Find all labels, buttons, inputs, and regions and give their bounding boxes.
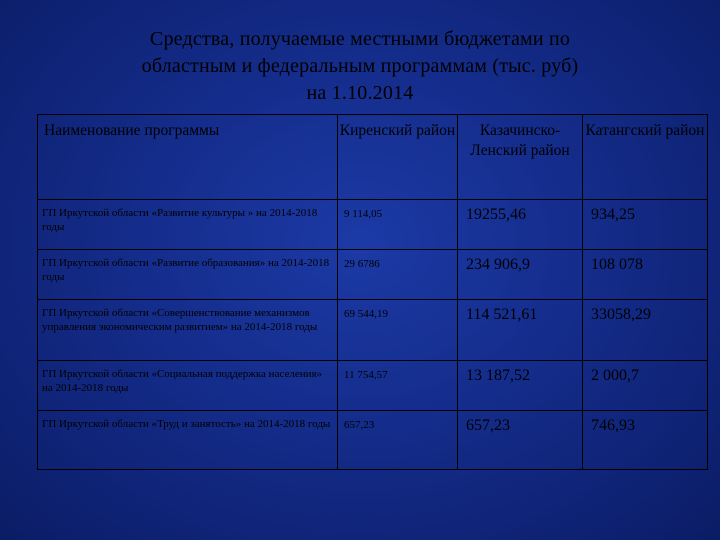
katangsky-value-cell: 2 000,7 — [583, 361, 708, 411]
programs-table — [37, 114, 708, 470]
kazachinsko-lensky-value-cell: 234 906,9 — [458, 250, 583, 300]
table-row — [38, 300, 708, 361]
header-program-name: Наименование программы — [38, 115, 338, 200]
header-kazachinsko-lensky: Казачинско-Ленский район — [458, 115, 583, 200]
kazachinsko-lensky-value-cell: 13 187,52 — [458, 361, 583, 411]
title-line-2: областным и федеральным программам (тыс. руб) — [141, 55, 579, 77]
kazachinsko-lensky-value-cell: 19255,46 — [458, 200, 583, 250]
table-row — [38, 200, 708, 250]
header-kirensky: Киренский район — [338, 115, 458, 200]
table-row — [38, 250, 708, 300]
program-name-cell: ГП Иркутской области «Труд и занятость» на 2014-2018 годы — [38, 411, 338, 470]
title-line-3: на 1.10.2014 — [306, 82, 414, 104]
program-name-cell: ГП Иркутской области «Социальная поддержка населения» на 2014-2018 годы — [38, 361, 338, 411]
katangsky-value-cell: 934,25 — [583, 200, 708, 250]
program-name-cell: ГП Иркутской области «Развитие культуры » на 2014-2018 годы — [38, 200, 338, 250]
title-line-1: Средства, получаемые местными бюджетами по — [149, 28, 571, 50]
kirensky-value-cell: 29 6786 — [338, 250, 458, 300]
katangsky-value-cell: 746,93 — [583, 411, 708, 470]
table-row — [38, 361, 708, 411]
program-name-cell: ГП Иркутской области «Совершенствование механизмов управления экономическим развитием» на 2014-2018 годы — [38, 300, 338, 361]
slide-title — [60, 26, 660, 107]
kirensky-value-cell: 657,23 — [338, 411, 458, 470]
header-katangsky: Катангский район — [583, 115, 708, 200]
table-row — [38, 411, 708, 470]
kazachinsko-lensky-value-cell: 657,23 — [458, 411, 583, 470]
program-name-cell: ГП Иркутской области «Развитие образования» на 2014-2018 годы — [38, 250, 338, 300]
kazachinsko-lensky-value-cell: 114 521,61 — [458, 300, 583, 361]
kirensky-value-cell: 11 754,57 — [338, 361, 458, 411]
katangsky-value-cell: 108 078 — [583, 250, 708, 300]
table-header-row — [38, 115, 708, 200]
kirensky-value-cell: 69 544,19 — [338, 300, 458, 361]
kirensky-value-cell: 9 114,05 — [338, 200, 458, 250]
katangsky-value-cell: 33058,29 — [583, 300, 708, 361]
